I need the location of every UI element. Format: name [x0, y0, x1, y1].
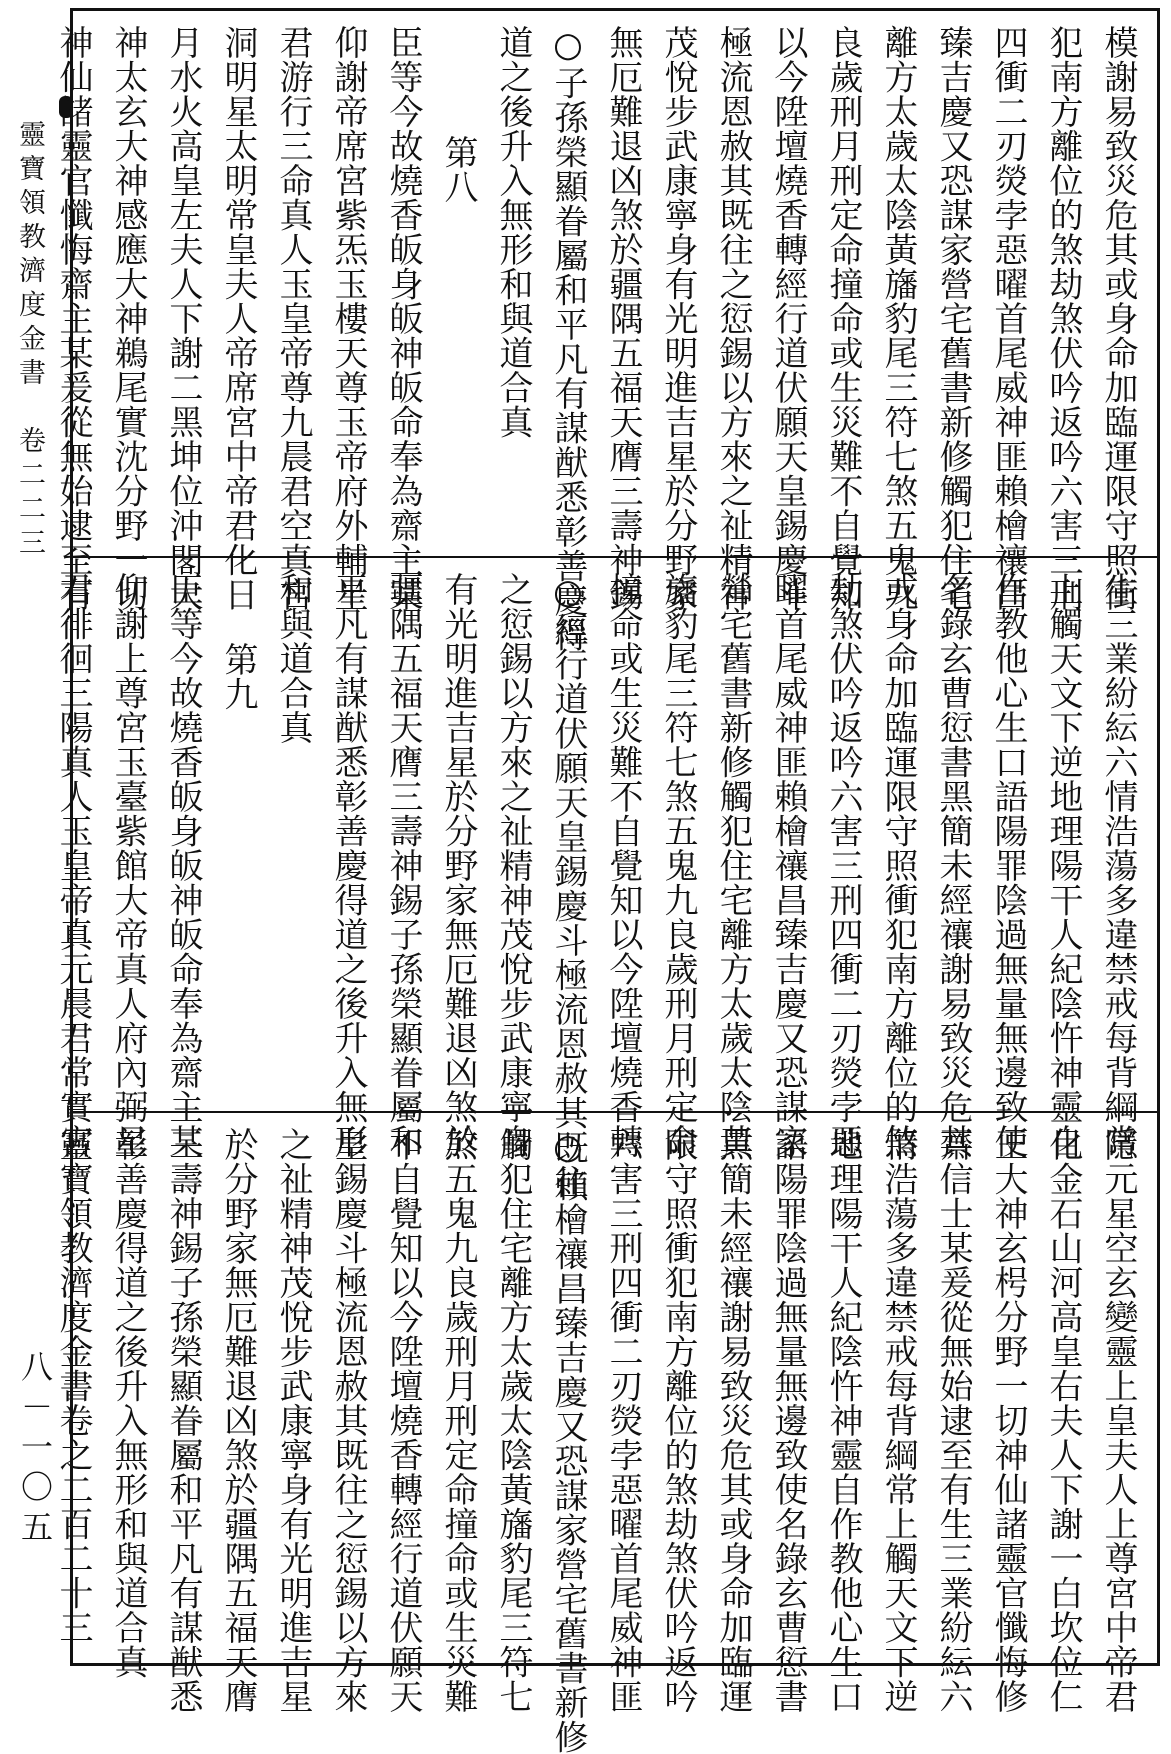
- text-column: 王大神玄枵分野一切神仙諸靈官懺悔修: [988, 1127, 1028, 1714]
- text-column: 有光明進吉星於分野家無厄難退凶煞於: [438, 572, 478, 1159]
- section-heading: 第九: [218, 642, 258, 711]
- text-column: 臣等今故燒香皈身皈神皈命奉為齋主某: [383, 25, 423, 612]
- text-column: 上觸天文下逆地理陽干人紀陰忤神靈自: [1043, 572, 1083, 1159]
- closing-title-column: 靈寶領教濟度金書卷之二百二十三: [53, 1127, 93, 1645]
- text-column: 劫煞伏吟返吟六害三刑四衝二刃熒孛惡: [823, 572, 863, 1159]
- column-group: [45, 572, 1145, 1199]
- text-column: 仰謝上尊宮玉臺紫館大帝真人府內弼星: [108, 572, 148, 1159]
- column-group: [45, 25, 1145, 652]
- text-column: 神太玄大神感應大神鵜尾實沈分野一切: [108, 25, 148, 612]
- text-column: 茂悅步武康寧身有光明進吉星於分野家: [658, 25, 698, 612]
- text-column: 洞明星太明常皇夫人帝席宮中帝君化日: [218, 25, 258, 612]
- text-column: 營宅舊書新修觸犯住宅離方太歲太陰黃: [713, 572, 753, 1159]
- text-column: 臻吉慶又恐謀家營宅舊書新修觸犯住宅: [933, 25, 973, 612]
- text-column: 旛豹尾三符七煞五鬼九良歲刑月刑定命: [658, 572, 698, 1159]
- text-column: 作教他心生口語陽罪陰過無量無邊致使: [988, 572, 1028, 1159]
- text-column: 六害三刑四衝二刃熒孛惡曜首尾威神匪: [603, 1127, 643, 1714]
- text-column: ○賴檜禳昌臻吉慶又恐謀家營宅舊書新修: [548, 1127, 588, 1754]
- text-column: 良歲刑月刑定命撞命或生災難不自覺知: [823, 25, 863, 612]
- text-column: 臣等今故燒香皈身皈神皈命奉為齋主某: [163, 572, 203, 1159]
- page-number: 八－一〇五: [16, 1350, 54, 1550]
- text-column: 極流恩赦其既往之愆錫以方來之祉精神: [713, 25, 753, 612]
- text-column: 疆隅五福天膺三壽神錫子孫榮顯眷屬和: [383, 572, 423, 1159]
- text-column: 模謝易致災危其或身命加臨運限守照衝: [1098, 25, 1138, 612]
- text-column: 四衝二刃熒孛惡曜首尾威神匪賴檜禳昌: [988, 25, 1028, 612]
- text-column: 君徘徊三陽真人玉皇帝真元晨君常實宮: [53, 572, 93, 1159]
- text-column: 犯南方離位的煞劫煞伏吟返吟六害三刑: [1043, 25, 1083, 612]
- section-heading: 第八: [438, 135, 478, 204]
- text-column: 生三業紛紜六情浩蕩多違禁戒每背綱常: [1098, 572, 1138, 1159]
- text-panel-bottom: [53, 1113, 1157, 1754]
- book-title: 靈寶領教濟度金書 卷二二三: [14, 120, 45, 562]
- text-panel-top: [53, 11, 1157, 652]
- text-column: 情浩蕩多違禁戒每背綱常上觸天文下逆: [878, 1127, 918, 1714]
- text-column: 皇錫慶斗極流恩赦其既往之愆錫以方來: [328, 1127, 368, 1714]
- text-column: 月水火高皇左夫人下謝二黑坤位沖閣大: [163, 25, 203, 612]
- text-column: 不自覺知以今陞壇燒香轉經行道伏願天: [383, 1127, 423, 1714]
- text-column: 齋信士某爰從無始逮至有生三業紛紜六: [933, 1127, 973, 1714]
- text-column: 平凡有謀猷悉彰善慶得道之後升入無形: [328, 572, 368, 1159]
- text-column: 煞五鬼九良歲刑月刑定命撞命或生災難: [438, 1127, 478, 1714]
- text-column: 以今陞壇燒香轉經行道伏願天皇錫慶斗: [768, 25, 808, 612]
- column-group: [45, 1127, 1145, 1754]
- text-column: 神仙諸靈官懺悔齋主某爰從無始逮至有: [53, 25, 93, 612]
- text-column: 觸犯住宅離方太歲太陰黃旛豹尾三符七: [493, 1127, 533, 1714]
- text-column: 或身命加臨運限守照衝犯南方離位的煞: [878, 572, 918, 1159]
- page-frame: [53, 8, 1160, 1754]
- text-column: 三壽神錫子孫榮顯眷屬和平凡有謀猷悉: [163, 1127, 203, 1714]
- text-column: 限守照衝犯南方離位的煞劫煞伏吟返吟: [658, 1127, 698, 1714]
- text-column: 無厄難退凶煞於疆隅五福天膺三壽神錫: [603, 25, 643, 612]
- text-column: 語陽罪陰過無量無邊致使名錄玄曹愆書: [768, 1127, 808, 1714]
- text-column: 隱元星空玄變靈上皇夫人上尊宮中帝君: [1098, 1127, 1138, 1714]
- text-column: 名錄玄曹愆書黑簡未經禳謝易致災危其: [933, 572, 973, 1159]
- text-column: 黑簡未經禳謝易致災危其或身命加臨運: [713, 1127, 753, 1714]
- text-panel-middle: [53, 558, 1157, 1199]
- text-column: ○經行道伏願天皇錫慶斗極流恩赦其既往: [548, 572, 588, 1199]
- text-column: 地理陽干人紀陰忤神靈自作教他心生口: [823, 1127, 863, 1714]
- text-column: ○子孫榮顯眷屬和平凡有謀猷悉彰善慶得: [548, 25, 588, 652]
- text-column: 君游行三命真人玉皇帝尊九晨君空真宮: [273, 25, 313, 612]
- text-column: 彰善慶得道之後升入無形和與道合真: [108, 1127, 148, 1679]
- text-column: 之愆錫以方來之祉精神茂悅步武康寧身: [493, 572, 533, 1159]
- text-column: 化金石山河高皇右夫人下謝一白坎位仁: [1043, 1127, 1083, 1714]
- text-column: 撞命或生災難不自覺知以今陞壇燒香轉: [603, 572, 643, 1159]
- text-column: 於分野家無厄難退凶煞於疆隅五福天膺: [218, 1127, 258, 1714]
- text-column: 曜首尾威神匪賴檜禳昌臻吉慶又恐謀家: [768, 572, 808, 1159]
- text-column: 道之後升入無形和與道合真: [493, 25, 533, 439]
- text-column: 之祉精神茂悅步武康寧身有光明進吉星: [273, 1127, 313, 1714]
- text-column: 和與道合真: [273, 572, 313, 745]
- text-column: 仰謝帝席宮紫炁玉樓天尊玉帝府外輔星: [328, 25, 368, 612]
- text-column: 離方太歲太陰黃旛豹尾三符七煞五鬼九: [878, 25, 918, 612]
